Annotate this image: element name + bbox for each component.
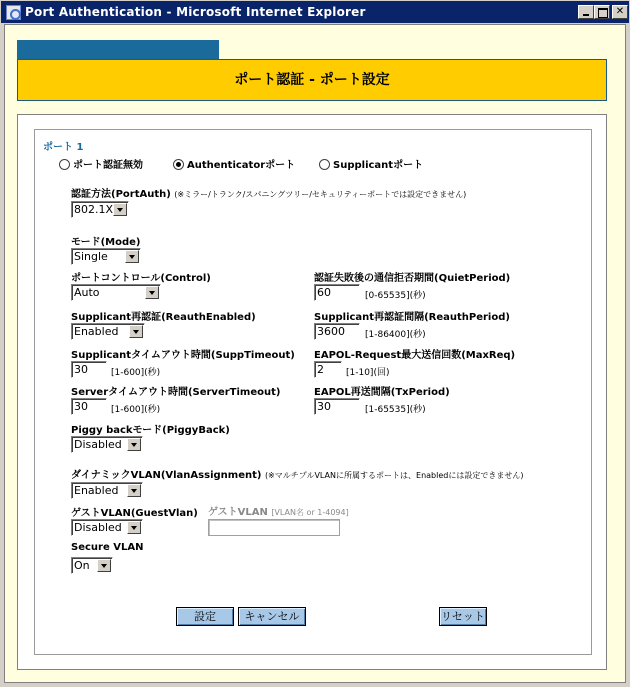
guest-vlan-value: Disabled bbox=[74, 521, 122, 534]
radio-supplicant[interactable] bbox=[319, 156, 423, 171]
reauth-period-range: [1-86400](秒) bbox=[365, 330, 426, 340]
radio-port-auth-disabled-label: ポート認証無効 bbox=[73, 160, 143, 171]
cancel-button[interactable]: キャンセル bbox=[238, 607, 306, 626]
dynamic-vlan-select[interactable] bbox=[71, 482, 143, 499]
chevron-down-icon[interactable] bbox=[127, 521, 141, 534]
max-req-range: [1-10](回) bbox=[346, 368, 390, 378]
chevron-down-icon[interactable] bbox=[127, 484, 141, 497]
quiet-period-label: 認証失敗後の通信拒否期間(QuietPeriod) bbox=[314, 273, 511, 284]
chevron-down-icon[interactable] bbox=[129, 325, 143, 338]
max-req-input[interactable]: 2 bbox=[314, 361, 342, 378]
submit-button[interactable]: 設定 bbox=[176, 607, 234, 626]
dynamic-vlan-label bbox=[71, 466, 523, 481]
radio-authenticator-label: Authenticatorポート bbox=[187, 160, 296, 171]
auth-method-label bbox=[71, 185, 466, 200]
secure-vlan-label: Secure VLAN bbox=[71, 542, 144, 553]
guest-vlan-label: ゲストVLAN(GuestVlan) bbox=[71, 508, 198, 519]
reset-button[interactable]: リセット bbox=[439, 607, 487, 626]
guest-vlan-name-label bbox=[208, 503, 349, 518]
header-tab bbox=[17, 40, 219, 60]
control-label: ポートコントロール(Control) bbox=[71, 273, 211, 284]
piggyback-select[interactable] bbox=[71, 436, 143, 453]
auth-method-value: 802.1X bbox=[74, 203, 114, 216]
radio-port-auth-disabled[interactable] bbox=[59, 156, 143, 171]
auth-method-note: (※ミラー/トランク/スパニングツリー/セキュリティーポートでは設定できません) bbox=[174, 190, 467, 199]
browser-content bbox=[4, 24, 626, 683]
chevron-down-icon[interactable] bbox=[145, 286, 159, 299]
server-timeout-range: [1-600](秒) bbox=[111, 405, 161, 415]
radio-supplicant-label: Supplicantポート bbox=[333, 160, 424, 171]
dynamic-vlan-label-text: ダイナミックVLAN(VlanAssignment) bbox=[71, 470, 262, 481]
supp-timeout-label: Supplicantタイムアウト時間(SuppTimeout) bbox=[71, 350, 295, 361]
window-title: Port Authentication - Microsoft Internet Explorer bbox=[25, 5, 366, 19]
max-req-label: EAPOL-Request最大送信回数(MaxReq) bbox=[314, 350, 516, 361]
dynamic-vlan-value: Enabled bbox=[74, 484, 119, 497]
reauth-period-input[interactable]: 3600 bbox=[314, 323, 360, 340]
guest-vlan-name-note: [VLAN名 or 1-4094] bbox=[271, 508, 349, 517]
control-select[interactable] bbox=[71, 284, 161, 301]
quiet-period-input[interactable]: 60 bbox=[314, 284, 360, 301]
guest-vlan-name-input[interactable] bbox=[208, 519, 340, 536]
reauth-enabled-select[interactable] bbox=[71, 323, 145, 340]
ie-icon bbox=[6, 5, 21, 20]
server-timeout-label: Serverタイムアウト時間(ServerTimeout) bbox=[71, 387, 281, 398]
piggyback-value: Disabled bbox=[74, 438, 122, 451]
guest-vlan-name-label-text: ゲストVLAN bbox=[208, 507, 268, 518]
close-button[interactable]: ✕ bbox=[612, 5, 628, 19]
supp-timeout-range: [1-600](秒) bbox=[111, 368, 161, 378]
reauth-enabled-label: Supplicant再認証(ReauthEnabled) bbox=[71, 312, 256, 323]
control-value: Auto bbox=[74, 286, 100, 299]
auth-method-select[interactable] bbox=[71, 201, 129, 218]
piggyback-label: Piggy backモード(PiggyBack) bbox=[71, 425, 230, 436]
mode-label: モード(Mode) bbox=[71, 237, 141, 248]
radio-port-auth-disabled-circle[interactable] bbox=[59, 159, 70, 170]
reauth-enabled-value: Enabled bbox=[74, 325, 119, 338]
supp-timeout-input[interactable]: 30 bbox=[71, 361, 107, 378]
chevron-down-icon[interactable] bbox=[113, 203, 127, 216]
chevron-down-icon[interactable] bbox=[125, 250, 139, 263]
radio-supplicant-circle[interactable] bbox=[319, 159, 330, 170]
tx-period-range: [1-65535](秒) bbox=[365, 405, 426, 415]
maximize-button[interactable] bbox=[594, 5, 610, 19]
tx-period-label: EAPOL再送間隔(TxPeriod) bbox=[314, 387, 450, 398]
minimize-button[interactable] bbox=[578, 5, 594, 19]
guest-vlan-select[interactable] bbox=[71, 519, 143, 536]
page-title: ポート認証 - ポート設定 bbox=[17, 59, 607, 101]
window-titlebar bbox=[0, 0, 630, 24]
chevron-down-icon[interactable] bbox=[97, 559, 111, 572]
dynamic-vlan-note: (※マルチプルVLANに所属するポートは、Enabledには設定できません) bbox=[264, 471, 524, 480]
reauth-period-label: Supplicant再認証間隔(ReauthPeriod) bbox=[314, 312, 510, 323]
port-settings-box bbox=[34, 129, 592, 655]
server-timeout-input[interactable]: 30 bbox=[71, 398, 107, 415]
secure-vlan-value: On bbox=[74, 559, 90, 572]
settings-panel bbox=[17, 114, 607, 670]
mode-value: Single bbox=[74, 250, 108, 263]
secure-vlan-select[interactable] bbox=[71, 557, 113, 574]
radio-authenticator-circle[interactable] bbox=[173, 159, 184, 170]
port-label: ポート 1 bbox=[43, 142, 84, 153]
mode-select[interactable] bbox=[71, 248, 141, 265]
radio-authenticator[interactable] bbox=[173, 156, 295, 171]
chevron-down-icon[interactable] bbox=[127, 438, 141, 451]
quiet-period-range: [0-65535](秒) bbox=[365, 291, 426, 301]
tx-period-input[interactable]: 30 bbox=[314, 398, 360, 415]
auth-method-label-text: 認証方法(PortAuth) bbox=[71, 189, 171, 200]
